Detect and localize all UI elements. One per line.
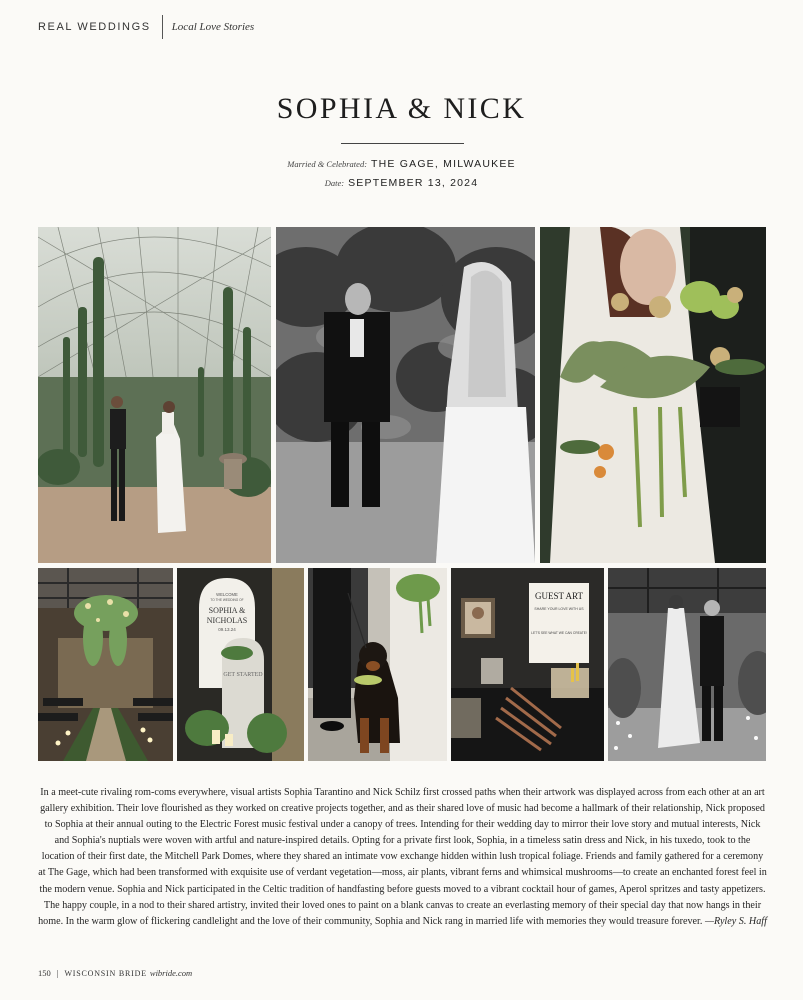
publication-url: wibride.com: [149, 968, 193, 978]
venue-value: THE GAGE, MILWAUKEE: [371, 158, 516, 170]
date-line: [0, 173, 803, 192]
sign-welcome-text: WELCOME: [216, 592, 238, 597]
page-title: SOPHIA & NICK: [276, 92, 527, 125]
footer-separator: |: [56, 968, 59, 978]
header-divider: [162, 15, 163, 39]
photo-welcome-sign: [177, 568, 304, 761]
start-sign-text: GET STARTED: [223, 672, 263, 678]
section-header: [38, 14, 254, 40]
photo-ceremony-space: [38, 568, 173, 761]
page-number: 150: [38, 968, 51, 978]
publication-name: WISCONSIN BRIDE: [64, 968, 147, 978]
photo-guest-art: [451, 568, 604, 761]
article-text: In a meet-cute rivaling rom-coms everywhere, visual artists Sophia Tarantino and Nick Schilz first crossed paths when their artwork was displayed across from each other at an art gallery exhibition. Their love flourished as they worked on creative projects together, and as their shared love of music had become a hallmark of their relationship, Nick proposed to Sophia at their annual outing to the Electric Forest music festival under a canopy of trees. Intending for their wedding day to mirror their love story and mutual interests, Nick and Sophia's nuptials were woven with artful and nature-inspired details. Opting for a private first look, Sophia, in a timeless satin dress and Nick, in his tuxedo, took to the location of their first date, the Mitchell Park Domes, where they shared an intimate vow exchange hidden within lush tropical foliage. Friends and family gathered for a ceremony at The Gage, which had been transformed with exquisite use of verdant vegetation—moss, air plants, vibrant ferns and whimsical mushrooms—to create an enchanted forest feel in the modern venue. Sophia and Nick participated in the Celtic tradition of handfasting before guests moved to a vibrant cocktail hour of games, Aperol spritzes and tasty appetizers. The happy couple, in a nod to their shared artistry, invited their loved ones to paint on a blank canvas to create an everlasting memory of their special day that now hangs in their home. In the warm glow of flickering candlelight and the love of their community, Sophia and Nick rang in married life with memories they would treasure forever.: [38, 787, 767, 927]
article-byline: —Ryley S. Haff: [704, 915, 767, 927]
date-value: SEPTEMBER 13, 2024: [348, 177, 479, 189]
photo-dog: [308, 568, 447, 761]
page-footer: [38, 968, 192, 978]
section-subtitle: Local Love Stories: [171, 21, 255, 33]
venue-line: [0, 154, 803, 173]
photo-first-look: [276, 227, 535, 563]
sign-names-line1: SOPHIA &: [208, 606, 246, 615]
sign-wedding-text: TO THE WEDDING OF: [210, 598, 244, 602]
guest-art-line: LET'S SEE WHAT WE CAN CREATE!: [531, 631, 587, 635]
date-label: Date:: [324, 178, 345, 188]
photo-recessional: [608, 568, 766, 761]
photo-greenhouse-couple: [38, 227, 271, 563]
sign-names-line2: NICHOLAS: [206, 616, 248, 625]
guest-art-sub: SHARE YOUR LOVE WITH US: [534, 607, 584, 611]
photo-bouquet: [540, 227, 766, 563]
title-rule: [341, 143, 464, 144]
article-body: [38, 785, 767, 930]
sign-date: 09.13.24: [218, 627, 236, 632]
section-label: REAL WEDDINGS: [38, 21, 151, 33]
wedding-details: [0, 154, 803, 192]
venue-label: Married & Celebrated:: [287, 159, 368, 169]
guest-art-title: GUEST ART: [534, 591, 584, 601]
